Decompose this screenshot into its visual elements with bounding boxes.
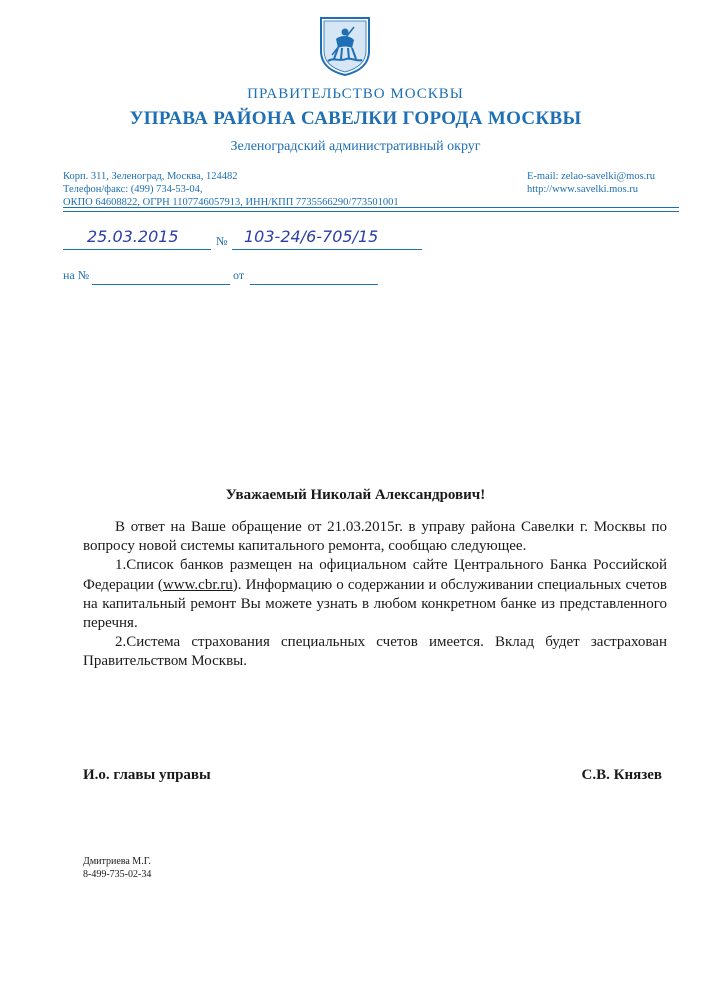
letterhead-divider-thin — [63, 211, 679, 212]
paragraph-insurance: 2.Система страхования специальных счетов имеется. Вклад будет застрахован Правительством Москвы. — [83, 634, 667, 670]
paragraph-intro: В ответ на Ваше обращение от 21.03.2015г. в управу района Савелки г. Москвы по вопросу новой системы капитального ремонта, сообщаю следующее. — [83, 519, 667, 555]
web-contacts-block — [527, 170, 697, 196]
website-line: http://www.savelki.mos.ru — [527, 184, 639, 195]
ref-date-field — [250, 268, 378, 285]
letterhead-divider — [63, 207, 679, 208]
government-title: ПРАВИТЕЛЬСТВО МОСКВЫ — [247, 86, 464, 102]
handwritten-number: 103-24/6-705/15 — [244, 227, 379, 246]
address-block — [63, 170, 483, 209]
address-line: Корп. 311, Зеленоград, Москва, 124482 — [63, 171, 238, 182]
paragraph-banks-text-a: 1.Список банков размещен на официальном сайте Центрального Банка Российской Федерации ( — [83, 557, 667, 593]
number-field — [232, 227, 422, 250]
district-subtitle: Зеленоградский административный округ — [230, 139, 481, 154]
registry-codes-line: ОКПО 64608822, ОГРН 1107746057913, ИНН/КПП 7735566290/773501001 — [63, 197, 399, 208]
paragraph-banks-text-b: ). Информацию о содержании и обслуживании специальных счетов на капитальный ремонт Вы можете узнать в любом конкретном банке из представленного перечня. — [83, 576, 667, 632]
ref-number-field — [92, 268, 230, 285]
executor-block — [83, 855, 151, 881]
phone-line: Телефон/факс: (499) 734-53-04, — [63, 184, 203, 195]
signatory-name: С.В. Князев — [581, 767, 662, 783]
salutation: Уважаемый Николай Александрович! — [225, 487, 486, 503]
ref-date-label: от — [233, 268, 245, 282]
executor-phone: 8-499-735-02-34 — [83, 869, 152, 880]
paragraph-banks — [83, 556, 667, 633]
ref-number-label: на № — [63, 268, 90, 282]
cbr-link[interactable]: www.cbr.ru — [162, 576, 233, 593]
handwritten-date: 25.03.2015 — [87, 227, 179, 246]
signatory-position: И.о. главы управы — [83, 767, 211, 783]
number-label: № — [216, 234, 228, 248]
executor-name: Дмитриева М.Г. — [83, 856, 151, 867]
date-field — [63, 227, 211, 250]
organization-title: УПРАВА РАЙОНА САВЕЛКИ ГОРОДА МОСКВЫ — [129, 108, 582, 129]
email-line: E-mail: zelao-savelki@mos.ru — [527, 171, 656, 182]
letter-body — [83, 518, 667, 672]
moscow-coat-of-arms-icon — [318, 15, 372, 77]
